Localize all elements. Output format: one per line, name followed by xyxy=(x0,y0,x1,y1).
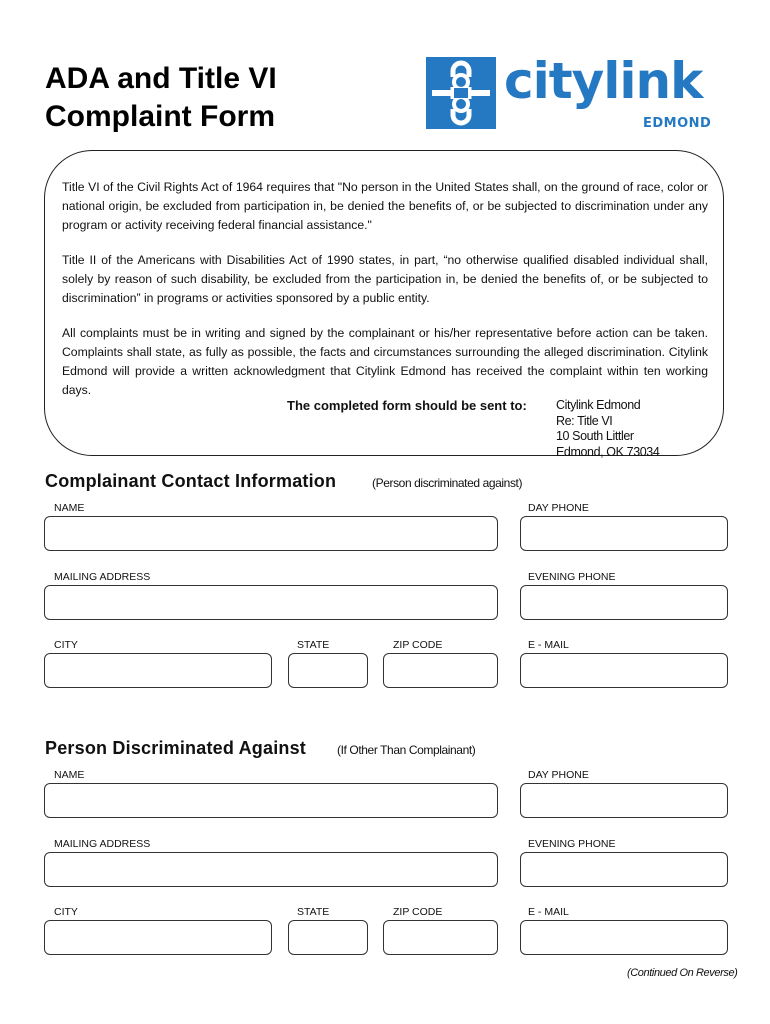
complainant-name-field[interactable] xyxy=(44,516,498,551)
complainant-zip-label: ZIP CODE xyxy=(393,639,443,651)
address-line: Edmond, OK 73034 xyxy=(556,444,660,459)
complainant-state-label: STATE xyxy=(297,639,330,651)
title-vi-paragraph: Title VI of the Civil Rights Act of 1964 requires that "No person in the United States shall, on the ground of race, color or national origin, be excluded from participation in, be denied the benefits of, or be subjected to discrimination under any program or activity receiving federal financial assistance." xyxy=(62,180,708,232)
person-day-phone-field[interactable] xyxy=(520,783,728,818)
complainant-section-title: Complainant Contact Information xyxy=(45,471,337,491)
citylink-logo xyxy=(426,52,716,131)
complaint-requirements-paragraph: All complaints must be in writing and signed by the complainant or his/her representative before action can be taken. Complaints shall state, as fully as possible, the facts and circumstances surrounding the alleged discrimination. Citylink Edmond will provide a written acknowledgment that Citylink Edmond has received the complaint within ten working days. xyxy=(62,326,708,397)
complainant-name-label: NAME xyxy=(54,502,85,514)
address-line: Citylink Edmond xyxy=(556,398,641,412)
person-evening-phone-label: EVENING PHONE xyxy=(528,838,616,850)
address-line: 10 South Littler xyxy=(556,429,634,443)
person-evening-phone-field[interactable] xyxy=(520,852,728,887)
complainant-mailing-address-label: MAILING ADDRESS xyxy=(54,571,151,583)
complainant-zip-field[interactable] xyxy=(383,653,498,688)
person-name-field[interactable] xyxy=(44,783,498,818)
title-line-1: ADA and Title VI xyxy=(45,62,277,95)
complainant-city-label: CITY xyxy=(54,639,78,651)
complainant-evening-phone-label: EVENING PHONE xyxy=(528,571,616,583)
mailing-address-block xyxy=(556,398,659,460)
title-line-2: Complaint Form xyxy=(45,100,275,133)
complainant-state-field[interactable] xyxy=(288,653,368,688)
title-ii-paragraph: Title II of the Americans with Disabilities Act of 1990 states, in part, “no otherwise qualified disabled individual shall, solely by reason of such disability, be excluded from the participation in, be denied the benefits of, or be subjected to discrimination” in programs or activities sponsored by a public entity. xyxy=(62,253,708,305)
send-to-label: The completed form should be sent to: xyxy=(287,398,527,413)
complainant-mailing-address-field[interactable] xyxy=(44,585,498,620)
person-mailing-address-field[interactable] xyxy=(44,852,498,887)
complainant-day-phone-label: DAY PHONE xyxy=(528,502,589,514)
person-zip-field[interactable] xyxy=(383,920,498,955)
person-name-label: NAME xyxy=(54,769,85,781)
complainant-evening-phone-field[interactable] xyxy=(520,585,728,620)
person-city-field[interactable] xyxy=(44,920,272,955)
person-zip-label: ZIP CODE xyxy=(393,906,443,918)
person-city-label: CITY xyxy=(54,906,78,918)
address-line: Re: Title VI xyxy=(556,413,613,428)
logo-wordmark: citylink xyxy=(504,52,703,110)
page-title xyxy=(45,60,277,136)
person-state-field[interactable] xyxy=(288,920,368,955)
continued-on-reverse-note: (Continued On Reverse) xyxy=(627,967,738,979)
person-state-label: STATE xyxy=(297,906,330,918)
complainant-email-field[interactable] xyxy=(520,653,728,688)
person-email-field[interactable] xyxy=(520,920,728,955)
person-mailing-address-label: MAILING ADDRESS xyxy=(54,838,151,850)
complainant-city-field[interactable] xyxy=(44,653,272,688)
person-email-label: E - MAIL xyxy=(528,906,569,918)
person-section-note: (If Other Than Complainant) xyxy=(337,743,476,757)
logo-subtext: EDMOND xyxy=(643,116,712,131)
complainant-email-label: E - MAIL xyxy=(528,639,569,651)
person-day-phone-label: DAY PHONE xyxy=(528,769,589,781)
person-section-title: Person Discriminated Against xyxy=(45,738,307,758)
complainant-day-phone-field[interactable] xyxy=(520,516,728,551)
complainant-section-note: (Person discriminated against) xyxy=(372,476,523,490)
chain-link-logo-icon xyxy=(426,57,496,129)
